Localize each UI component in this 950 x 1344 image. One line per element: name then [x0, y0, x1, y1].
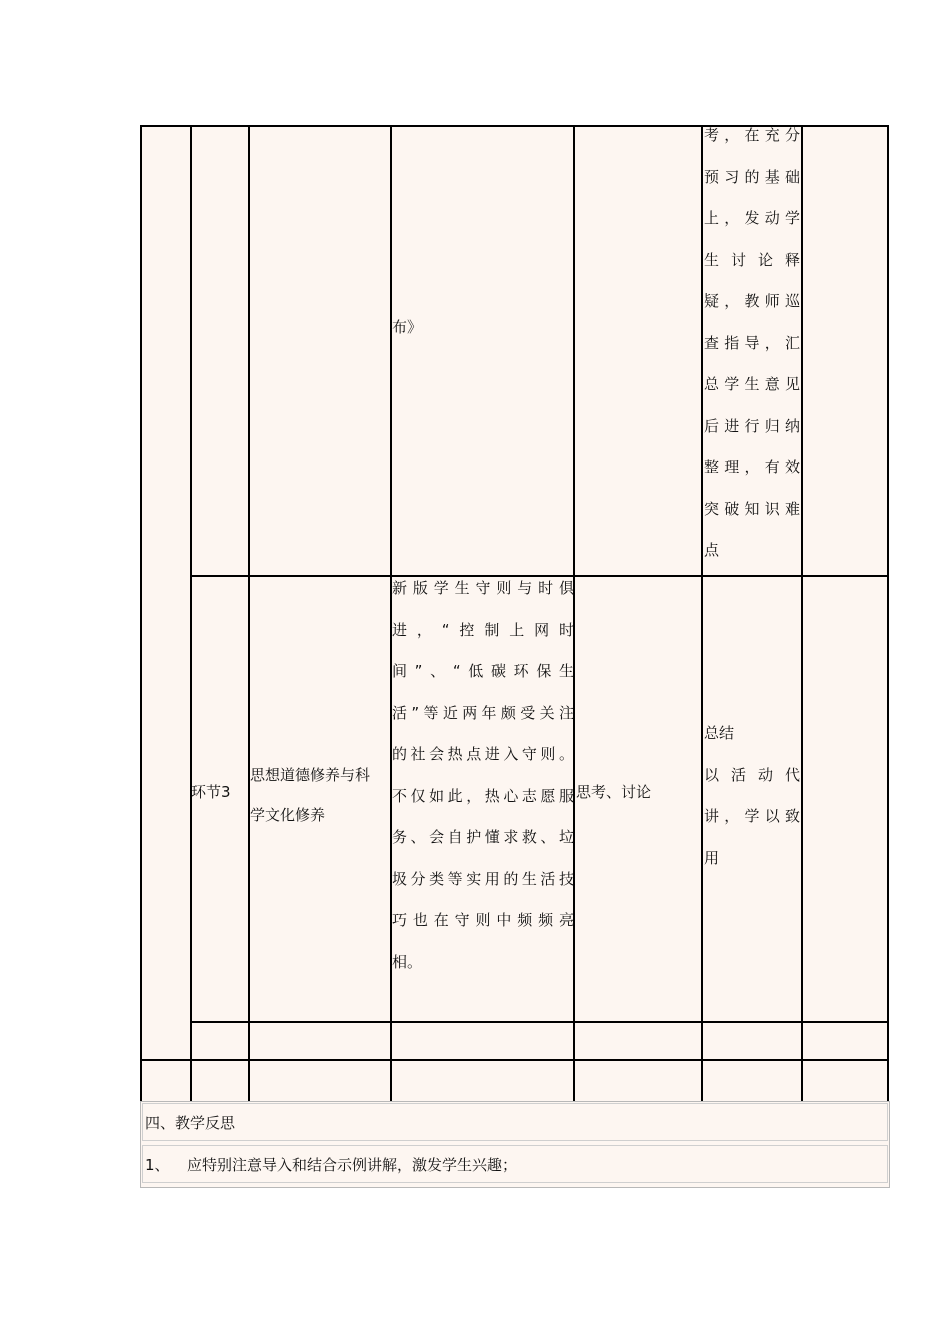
col-divider — [801, 125, 803, 1104]
col-divider — [701, 125, 703, 1104]
reflection-item-text: 应特别注意导入和结合示例讲解，激发学生兴趣； — [187, 1156, 518, 1174]
cell-r2-method: 总结 以活动代 讲，学以致 用 — [704, 724, 800, 867]
cell-r1-method: 考，在充分 预习的基础 上，发动学 生讨论释 疑，教师巡 查指导，汇 总学生意见 后进行归纳 整理，有效 突破知识难 点 — [704, 126, 800, 559]
cell-r2-step: 环节3 — [191, 783, 231, 801]
col-divider — [248, 125, 250, 1104]
reflection-item-number: 1、 — [145, 1156, 170, 1174]
col-divider — [140, 125, 142, 1104]
reflection-heading-row — [142, 1103, 888, 1141]
lesson-plan-table — [140, 125, 888, 1104]
teaching-reflection-section — [140, 1101, 890, 1188]
row-divider — [140, 1059, 888, 1061]
cell-r2-topic: 思想道德修养与科 学文化修养 — [250, 766, 371, 824]
col-divider — [190, 125, 192, 1104]
reflection-heading: 四、教学反思 — [145, 1114, 236, 1132]
cell-r2-activity: 思考、讨论 — [576, 783, 652, 801]
cell-r1-content: 布》 — [392, 318, 423, 336]
cell-r2-content: 新版学生守则与时俱 进，“控制上网时 间”、“低碳环保生 活”等近两年颇受关注 的社会热点进入守则。 不仅如此，热心志愿服 务、会自护懂求救、垃 圾分类等实用的生活技 巧也在守则中频频亮 相。 — [392, 579, 574, 971]
reflection-item-row — [142, 1145, 888, 1183]
col-divider — [887, 125, 889, 1104]
row-divider — [190, 1021, 888, 1023]
